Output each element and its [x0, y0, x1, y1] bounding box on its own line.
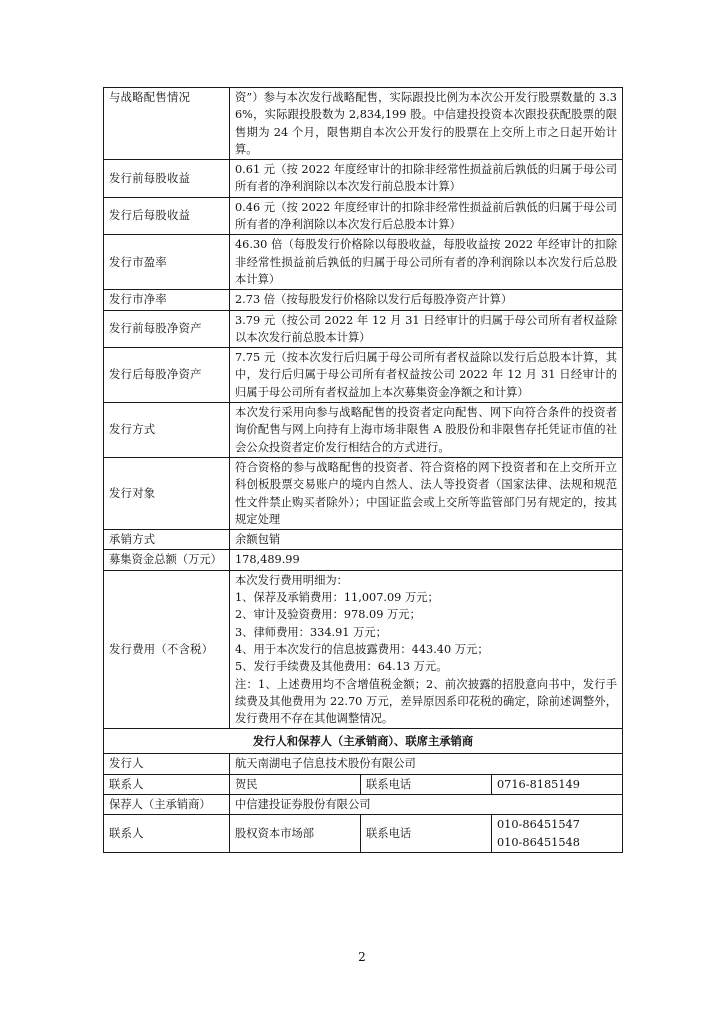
sponsor-value: 中信建投证券股份有限公司 [230, 794, 623, 814]
sponsor-phone-2: 010-86451548 [497, 835, 580, 849]
row-eps-post [104, 197, 623, 235]
issuer-contact-name: 贺民 [230, 774, 361, 794]
fee-item-sponsor: 1、保荐及承销费用：11,007.09 万元； [235, 591, 439, 605]
issuer-phone-label: 联系电话 [361, 774, 492, 794]
section-header: 发行人和保荐人（主承销商）、联席主承销商 [104, 729, 623, 754]
sponsor-phone-label: 联系电话 [361, 815, 492, 853]
sponsor-label: 保荐人（主承销商） [104, 794, 230, 814]
row-nav-post [104, 348, 623, 403]
strategic-placement-label: 与战略配售情况 [104, 88, 230, 160]
eps-post-label: 发行后每股收益 [104, 197, 230, 235]
row-sponsor-contact [104, 815, 623, 853]
pb-ratio-value: 2.73 倍（按每股发行价格除以发行后每股净资产计算） [230, 290, 623, 310]
row-issue-target [104, 457, 623, 529]
nav-pre-label: 发行前每股净资产 [104, 310, 230, 348]
row-underwriting [104, 530, 623, 550]
issuer-phone-value: 0716-8185149 [492, 774, 623, 794]
underwriting-value: 余额包销 [230, 530, 623, 550]
pb-ratio-label: 发行市净率 [104, 290, 230, 310]
row-total-proceeds [104, 550, 623, 570]
issue-target-label: 发行对象 [104, 457, 230, 529]
issue-method-value: 本次发行采用向参与战略配售的投资者定向配售、网下向符合条件的投资者询价配售与网上向持有上海市场非限售 A 股股份和非限售存托凭证市值的社会公众投资者定价发行相结合的方式进行。 [230, 403, 623, 458]
total-proceeds-label: 募集资金总额（万元） [104, 550, 230, 570]
nav-post-label: 发行后每股净资产 [104, 348, 230, 403]
nav-post-value: 7.75 元（按本次发行后归属于母公司所有者权益除以发行后总股本计算，其中，发行后归属于母公司所有者权益按公司 2022 年 12 月 31 日经审计的归属于母公司所有者权益加上本次募集资金净额之和计算） [230, 348, 623, 403]
eps-pre-label: 发行前每股收益 [104, 160, 230, 198]
issue-fees-label: 发行费用（不含税） [104, 570, 230, 729]
row-issuer [104, 754, 623, 774]
sponsor-phone-1: 010-86451547 [497, 818, 580, 832]
fee-item-disclosure: 4、用于本次发行的信息披露费用：443.40 万元； [235, 642, 489, 656]
fee-item-audit: 2、审计及验资费用：978.09 万元； [235, 608, 421, 622]
page-number: 2 [358, 950, 366, 964]
underwriting-label: 承销方式 [104, 530, 230, 550]
row-issuer-contact [104, 774, 623, 794]
row-nav-pre [104, 310, 623, 348]
row-pb-ratio [104, 290, 623, 310]
issue-target-value: 符合资格的参与战略配售的投资者、符合资格的网下投资者和在上交所开立科创板股票交易账户的境内自然人、法人等投资者（国家法律、法规和规范性文件禁止购买者除外）；中国证监会或上交所等监管部门另有规定的，按其规定处理 [230, 457, 623, 529]
fee-note: 注：1、上述费用均不含增值税金额；2、前次披露的招股意向书中，发行手续费及其他费用为 22.70 万元，差异原因系印花税的确定，除前述调整外，发行费用不存在其他调整情况。 [235, 677, 617, 726]
pe-ratio-value: 46.30 倍（每股发行价格除以每股收益，每股收益按 2022 年经审计的扣除非经常性损益前后孰低的归属于母公司所有者的净利润除以本次发行后总股本计算） [230, 235, 623, 290]
row-issue-method [104, 403, 623, 458]
pe-ratio-label: 发行市盈率 [104, 235, 230, 290]
strategic-placement-value: 资”）参与本次发行战略配售，实际跟投比例为本次公开发行股票数量的 3.36%，实际跟投股数为 2,834,199 股。中信建投投资本次跟投获配股票的限售期为 24 个月，限售期自本次公开发行的股票在上交所上市之日起开始计算。 [230, 88, 623, 160]
row-strategic-placement [104, 88, 623, 160]
fee-intro: 本次发行费用明细为： [235, 573, 348, 587]
row-eps-pre [104, 160, 623, 198]
eps-pre-value: 0.61 元（按 2022 年度经审计的扣除非经常性损益前后孰低的归属于母公司所有者的净利润除以本次发行前总股本计算） [230, 160, 623, 198]
row-issue-fees [104, 570, 623, 729]
sponsor-phone-values [492, 815, 623, 853]
nav-pre-value: 3.79 元（按公司 2022 年 12 月 31 日经审计的归属于母公司所有者权益除以本次发行前总股本计算） [230, 310, 623, 348]
issuer-contact-label: 联系人 [104, 774, 230, 794]
issue-method-label: 发行方式 [104, 403, 230, 458]
fee-item-lawyer: 3、律师费用：334.91 万元； [235, 625, 387, 639]
issue-fees-value [230, 570, 623, 729]
issuer-value: 航天南湖电子信息技术股份有限公司 [230, 754, 623, 774]
row-sponsor [104, 794, 623, 814]
issuance-info-table [103, 87, 623, 853]
fee-item-handling: 5、发行手续费及其他费用：64.13 万元。 [235, 660, 448, 674]
row-section-header [104, 729, 623, 754]
eps-post-value: 0.46 元（按 2022 年度经审计的扣除非经常性损益前后孰低的归属于母公司所有者的净利润除以本次发行后总股本计算） [230, 197, 623, 235]
sponsor-contact-label: 联系人 [104, 815, 230, 853]
issuer-label: 发行人 [104, 754, 230, 774]
row-pe-ratio [104, 235, 623, 290]
sponsor-contact-name: 股权资本市场部 [230, 815, 361, 853]
total-proceeds-value: 178,489.99 [230, 550, 623, 570]
